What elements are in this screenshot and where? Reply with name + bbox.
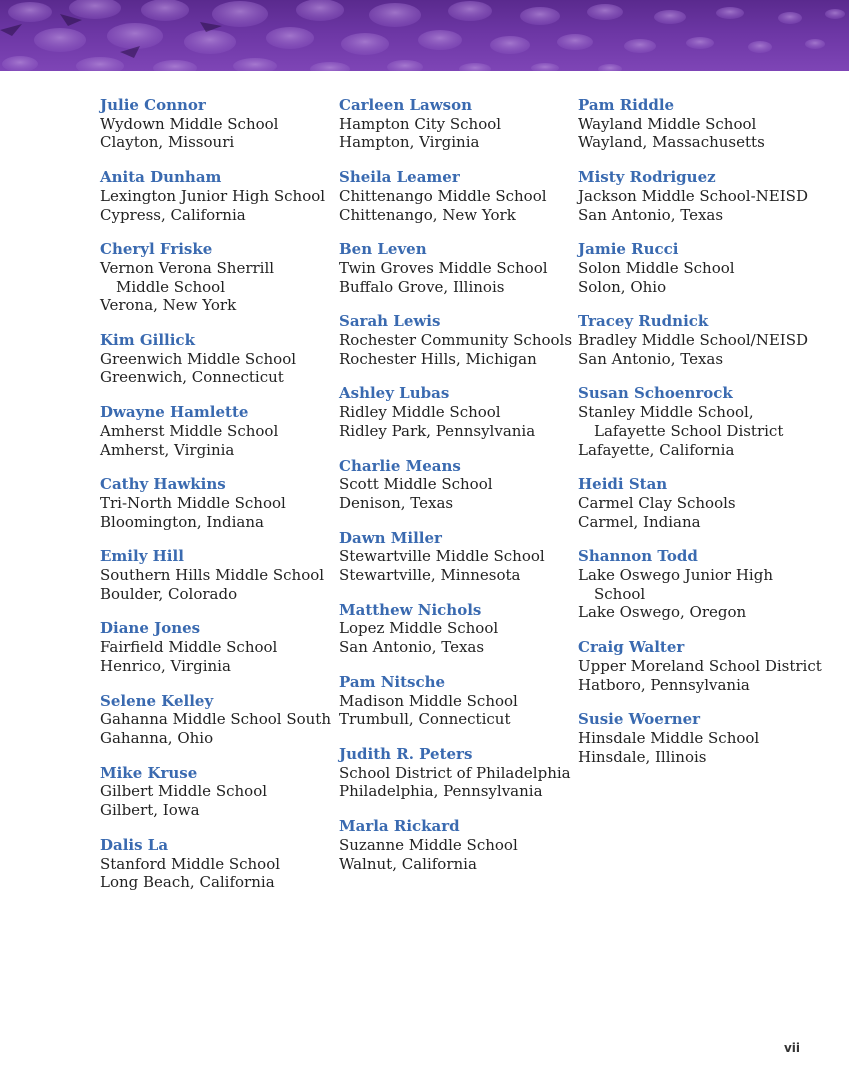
contributor-entry	[100, 240, 335, 315]
contributor-name: Pam Nitsche	[339, 672, 446, 691]
contributor-school: Suzanne Middle School	[339, 835, 518, 854]
contributor-location: Lafayette, California	[578, 440, 735, 459]
contributor-name: Jamie Rucci	[578, 240, 679, 259]
contributor-entry	[100, 331, 335, 387]
contributor-entry	[339, 312, 574, 368]
contributor-entry	[578, 710, 813, 766]
contributor-school: Hampton City School	[339, 114, 502, 133]
contributor-entry	[339, 673, 574, 729]
contributor-entry	[578, 312, 813, 368]
contributor-school: Lake Oswego Junior High	[578, 566, 773, 585]
contributor-entry	[100, 692, 335, 748]
contributor-entry	[339, 745, 574, 801]
contributor-name: Susan Schoenrock	[578, 384, 733, 403]
contributor-school: Lafayette School District	[594, 421, 784, 440]
contributor-location: Denison, Texas	[339, 493, 454, 512]
contributor-school: Madison Middle School	[339, 691, 518, 710]
contributor-school: Carmel Clay Schools	[578, 493, 736, 512]
page-number: vii	[783, 1041, 800, 1055]
contributor-entry	[339, 384, 574, 440]
contributor-name: Cathy Hawkins	[100, 475, 226, 494]
contributor-location: Hatboro, Pennsylvania	[578, 675, 750, 694]
contributor-name: Misty Rodriguez	[578, 168, 716, 187]
contributor-name: Judith R. Peters	[339, 744, 473, 763]
contributor-entry	[100, 96, 335, 152]
contributor-entry	[100, 836, 335, 892]
contributor-location: San Antonio, Texas	[339, 638, 485, 657]
contributor-location: Wayland, Massachusetts	[578, 133, 765, 152]
contributor-location: Greenwich, Connecticut	[100, 368, 284, 387]
contributor-entry	[100, 168, 335, 224]
contributor-school: Rochester Community Schools	[339, 331, 573, 350]
contributor-name: Shannon Todd	[578, 547, 698, 566]
contributor-school: Stanley Middle School,	[578, 403, 754, 422]
contributor-location: Philadelphia, Pennsylvania	[339, 782, 543, 801]
column-2	[339, 96, 574, 889]
contributor-location: Boulder, Colorado	[100, 584, 238, 603]
contributor-school: Tri-North Middle School	[100, 493, 286, 512]
contributor-school: Wayland Middle School	[578, 114, 757, 133]
contributor-location: Hampton, Virginia	[339, 133, 480, 152]
contributor-entry	[100, 403, 335, 459]
contributor-school: Bradley Middle School/NEISD	[578, 331, 809, 350]
contributor-location: Ridley Park, Pennsylvania	[339, 421, 536, 440]
contributor-name: Anita Dunham	[100, 168, 222, 187]
contributor-name: Ben Leven	[339, 240, 427, 259]
contributor-location: Trumbull, Connecticut	[339, 710, 511, 729]
contributor-school: Solon Middle School	[578, 258, 735, 277]
contributor-name: Craig Walter	[578, 638, 685, 657]
contributor-location: Clayton, Missouri	[100, 133, 235, 152]
contributor-location: Carmel, Indiana	[578, 512, 701, 531]
contributor-entry	[578, 475, 813, 531]
contributor-name: Dwayne Hamlette	[100, 403, 249, 422]
contributor-name: Cheryl Friske	[100, 240, 213, 259]
contributor-name: Sheila Leamer	[339, 168, 460, 187]
contributor-entry	[339, 529, 574, 585]
contributor-school: Jackson Middle School-NEISD	[578, 186, 808, 205]
contributor-entry	[339, 817, 574, 873]
contributor-school: School District of Philadelphia	[339, 763, 571, 782]
contributor-location: Lake Oswego, Oregon	[578, 603, 747, 622]
contributor-name: Susie Woerner	[578, 710, 701, 729]
contributor-location: Chittenango, New York	[339, 205, 516, 224]
contributor-school: School	[594, 584, 646, 603]
contributor-school: Stanford Middle School	[100, 854, 281, 873]
contributor-school: Wydown Middle School	[100, 114, 279, 133]
contributor-name: Julie Connor	[100, 96, 206, 114]
contributor-school: Twin Groves Middle School	[339, 258, 548, 277]
contributor-entry	[578, 384, 813, 459]
contributor-location: Rochester Hills, Michigan	[339, 349, 537, 368]
contributor-school: Lexington Junior High School	[100, 186, 326, 205]
contributor-entry	[100, 547, 335, 603]
contributor-location: Gilbert, Iowa	[100, 801, 200, 820]
contributor-name: Matthew Nichols	[339, 600, 482, 619]
contributor-location: San Antonio, Texas	[578, 205, 724, 224]
contributor-entry	[578, 240, 813, 296]
column-3	[578, 96, 822, 782]
header-banner	[0, 0, 849, 71]
contributor-school: Lopez Middle School	[339, 619, 499, 638]
contributor-location: Hinsdale, Illinois	[578, 747, 707, 766]
contributor-school: Scott Middle School	[339, 475, 493, 494]
contributor-entry	[578, 96, 813, 152]
contributor-school: Fairfield Middle School	[100, 638, 278, 657]
contributor-school: Vernon Verona Sherrill	[100, 258, 275, 277]
contributor-school: Hinsdale Middle School	[578, 728, 760, 747]
contributor-entry	[100, 764, 335, 820]
contributor-location: Henrico, Virginia	[100, 656, 231, 675]
contributor-entry	[100, 475, 335, 531]
contributor-location: Bloomington, Indiana	[100, 512, 264, 531]
contributor-school: Middle School	[116, 277, 225, 296]
decorative-dot-pattern	[0, 0, 849, 71]
contributor-name: Tracey Rudnick	[578, 312, 709, 331]
contributor-school: Southern Hills Middle School	[100, 566, 325, 585]
contributor-name: Emily Hill	[100, 547, 184, 566]
contributor-name: Ashley Lubas	[339, 384, 450, 403]
contributor-school: Greenwich Middle School	[100, 349, 297, 368]
contributor-location: Amherst, Virginia	[100, 440, 235, 459]
contributor-location: Buffalo Grove, Illinois	[339, 277, 505, 296]
contributor-name: Dawn Miller	[339, 528, 442, 547]
contributor-entry	[100, 619, 335, 675]
contributor-entry	[339, 168, 574, 224]
contributor-name: Kim Gillick	[100, 331, 195, 350]
contributor-location: Stewartville, Minnesota	[339, 566, 521, 585]
contributor-name: Dalis La	[100, 835, 169, 854]
contributor-school: Gahanna Middle School South	[100, 710, 331, 729]
contributor-entry	[339, 96, 574, 152]
contributor-name: Marla Rickard	[339, 817, 460, 836]
contributor-name: Selene Kelley	[100, 691, 214, 710]
contributor-school: Gilbert Middle School	[100, 782, 268, 801]
contributor-school: Ridley Middle School	[339, 403, 501, 422]
contributor-school: Amherst Middle School	[100, 421, 279, 440]
contributor-school: Chittenango Middle School	[339, 186, 547, 205]
contributor-school: Stewartville Middle School	[339, 547, 545, 566]
contributor-name: Charlie Means	[339, 456, 461, 475]
contributor-name: Heidi Stan	[578, 475, 668, 494]
contributor-location: Cypress, California	[100, 205, 246, 224]
column-1	[100, 96, 335, 908]
contributor-name: Diane Jones	[100, 619, 201, 638]
contributor-location: Gahanna, Ohio	[100, 728, 214, 747]
contributor-name: Carleen Lawson	[339, 96, 473, 114]
contributor-school: Upper Moreland School District	[578, 656, 822, 675]
contributor-name: Pam Riddle	[578, 96, 675, 114]
contributor-location: Walnut, California	[339, 854, 477, 873]
contributor-entry	[578, 547, 813, 622]
contributor-name: Sarah Lewis	[339, 312, 441, 331]
contributor-entry	[339, 601, 574, 657]
contributor-entry	[339, 240, 574, 296]
contributor-location: San Antonio, Texas	[578, 349, 724, 368]
contributor-entry	[339, 457, 574, 513]
contributor-entry	[578, 638, 822, 694]
contributor-location: Verona, New York	[100, 296, 237, 315]
contributor-name: Mike Kruse	[100, 763, 198, 782]
contributor-location: Solon, Ohio	[578, 277, 667, 296]
contributor-location: Long Beach, California	[100, 873, 275, 892]
contributor-entry	[578, 168, 813, 224]
